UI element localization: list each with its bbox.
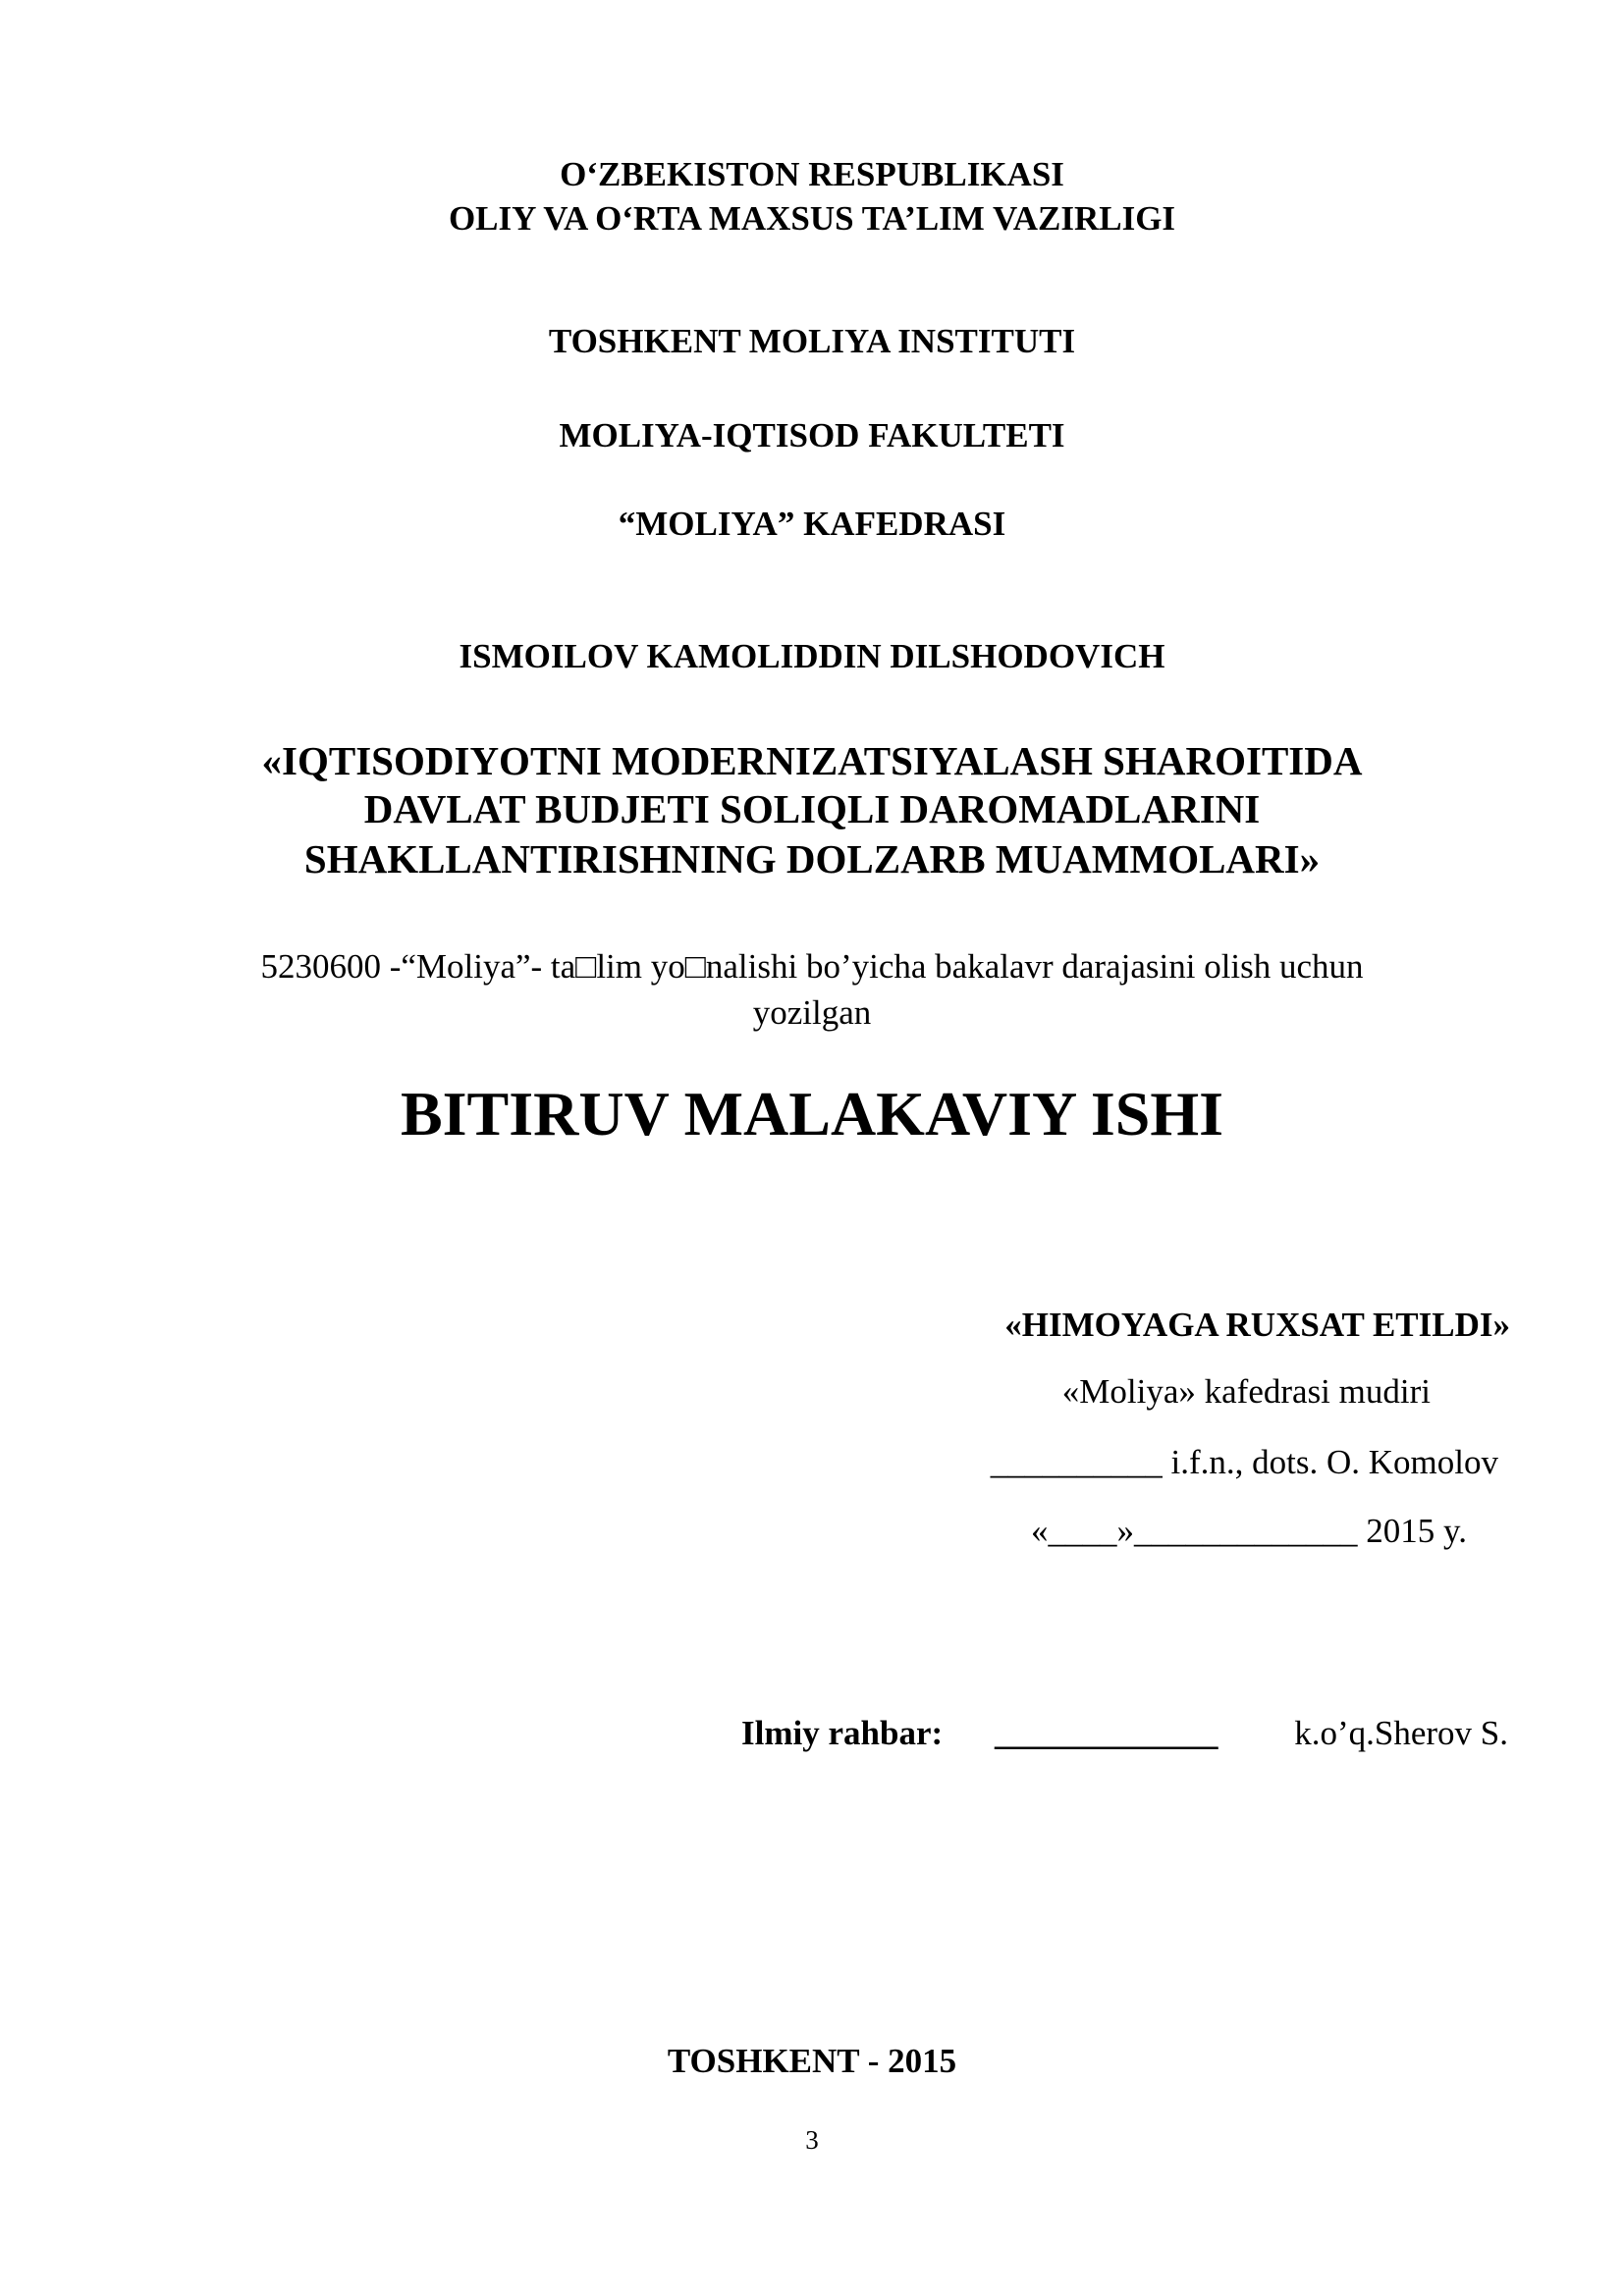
thesis-title-line-2: DAVLAT BUDJETI SOLIQLI DAROMADLARINI	[363, 786, 1261, 831]
page-number: 3	[805, 2125, 819, 2155]
city-year: TOSHKENT - 2015	[667, 2042, 957, 2080]
approval-date: «____»_____________ 2015 y.	[1031, 1512, 1467, 1550]
approval-position: «Moliya» kafedrasi mudiri	[1061, 1372, 1431, 1411]
approval-heading: «HIMOYAGA RUXSAT ETILDI»	[1004, 1306, 1510, 1344]
thesis-title-line-3: SHAKLLANTIRISHNING DOLZARB MUAMMOLARI»	[303, 836, 1321, 881]
institute-heading: TOSHKENT MOLIYA INSTITUTI	[548, 322, 1076, 360]
work-type-title: BITIRUV MALAKAVIY ISHI	[400, 1079, 1224, 1148]
supervisor-label: Ilmiy rahbar:	[741, 1714, 944, 1752]
supervisor-name: k.o’q.Sherov S.	[1294, 1714, 1508, 1752]
purpose-line-1: 5230600 -“Moliya”- ta□lim yo□nalishi bo’yicha bakalavr darajasini olish uchun	[260, 947, 1364, 986]
author-name: ISMOILOV KAMOLIDDIN DILSHODOVICH	[459, 637, 1165, 675]
faculty-heading: MOLIYA-IQTISOD FAKULTETI	[559, 416, 1065, 454]
republic-heading: O‘ZBEKISTON RESPUBLIKASI	[560, 155, 1064, 193]
supervisor-signature-line: _____________	[995, 1714, 1218, 1752]
thesis-title-line-1: «IQTISODIYOTNI MODERNIZATSIYALASH SHAROITIDA	[261, 738, 1363, 783]
department-heading: “MOLIYA” KAFEDRASI	[618, 505, 1006, 543]
approval-signature: __________ i.f.n., dots. O. Komolov	[990, 1443, 1498, 1481]
ministry-heading: OLIY VA O‘RTA MAXSUS TA’LIM VAZIRLIGI	[448, 199, 1176, 238]
purpose-line-2: yozilgan	[752, 993, 872, 1032]
